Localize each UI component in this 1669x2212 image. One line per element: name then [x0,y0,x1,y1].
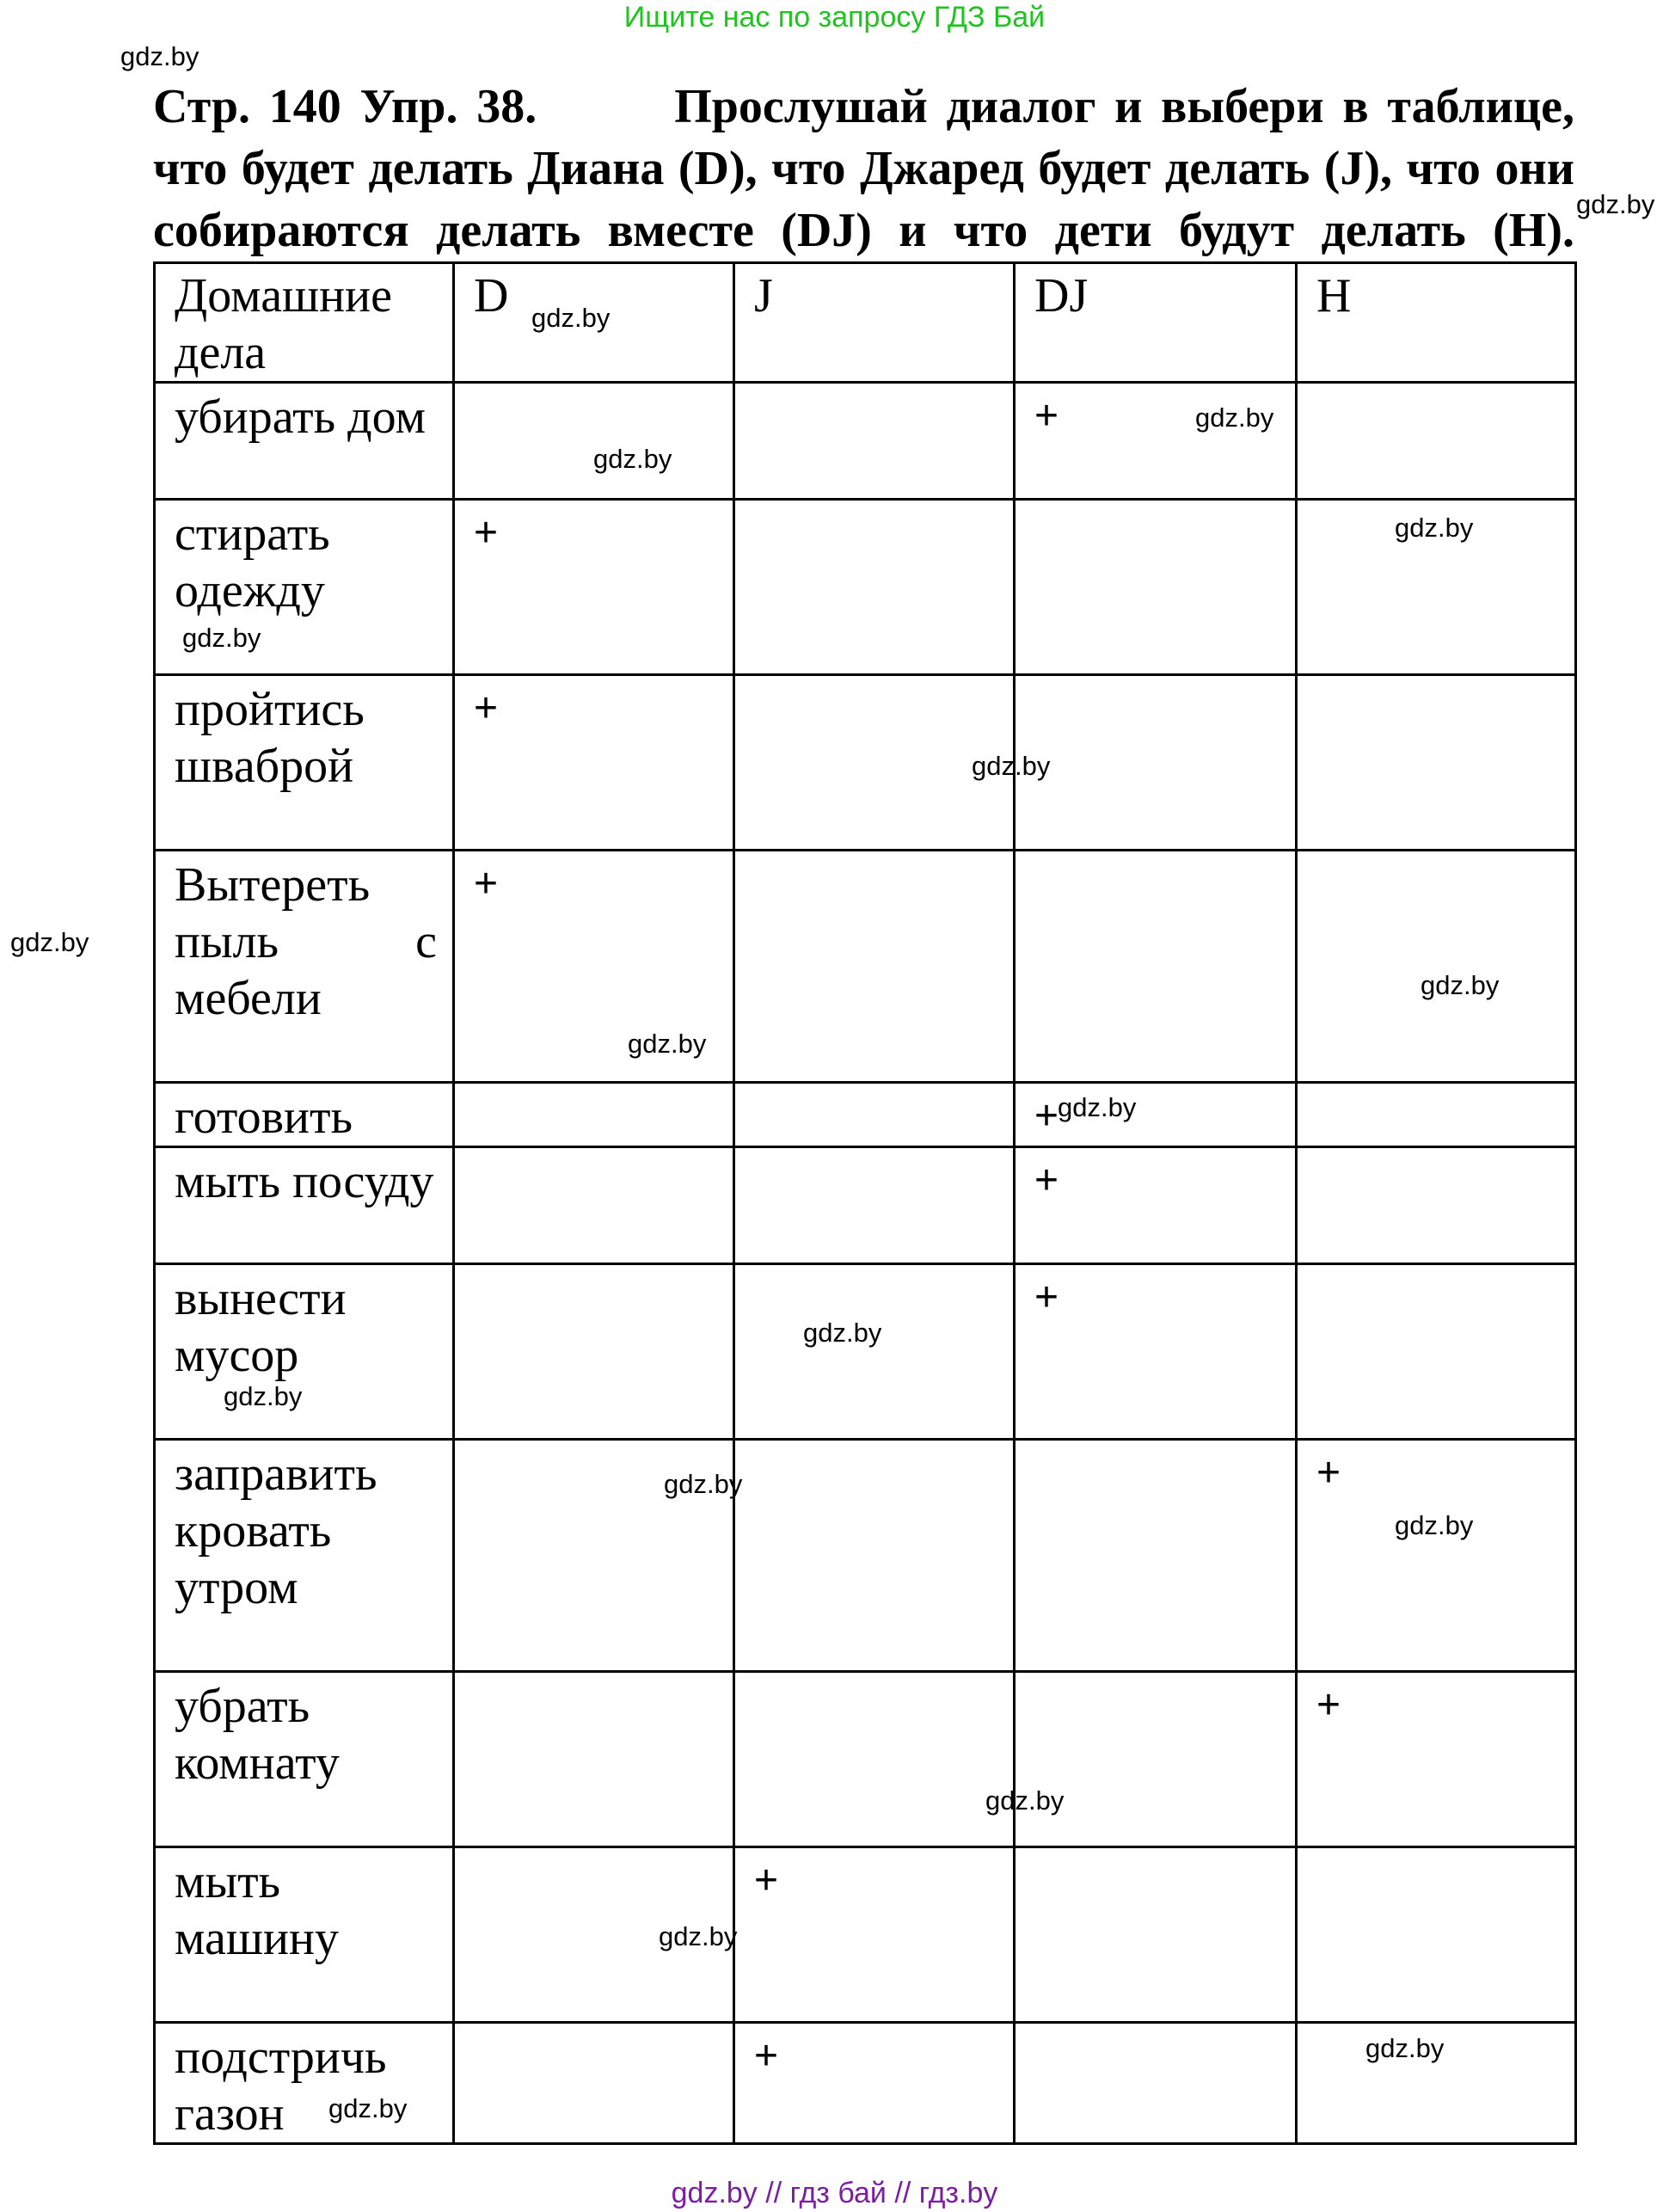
column-header-dj: DJ [1015,263,1297,383]
watermark: gdz.by [1365,2033,1445,2063]
watermark: gdz.by [531,303,611,333]
watermark: gdz.by [664,1469,743,1499]
task-cell: готовить [155,1083,454,1147]
mark-cell-d [454,383,734,500]
mark-cell-j [734,851,1015,1083]
task-cell: вынести мусор [155,1264,454,1440]
watermark: gdz.by [1195,402,1274,433]
watermark: gdz.by [659,1921,738,1951]
column-header-h: H [1297,263,1576,383]
task-text: Вытереть пыль с мебели [175,858,437,1025]
mark-cell-dj [1015,1440,1297,1672]
mark-cell-j [734,1440,1015,1672]
table-row [155,1672,1576,1847]
table-row [155,2023,1576,2144]
task-cell: убирать дом [155,383,454,500]
mark-cell-h [1297,1083,1576,1147]
table-row [155,1147,1576,1264]
mark-cell-dj [1015,1672,1297,1847]
mark-cell-dj: + [1015,1083,1297,1147]
mark-cell-d [454,1264,734,1440]
task-cell: заправить кровать утром [155,1440,454,1672]
mark-cell-h [1297,675,1576,851]
watermark: gdz.by [1420,970,1500,1000]
task-cell: стирать одежду [155,500,454,675]
exercise-instruction: Прослушай диалог и выбери в таблице, что будет делать Диана (D), что Джаред будет делать (J), что они собираются делать вместе (DJ) и что дети будут делать (H). [153,80,1574,257]
task-cell [155,851,454,1083]
table-row [155,1264,1576,1440]
mark-cell-h [1297,1847,1576,2023]
mark-cell-d [454,1083,734,1147]
mark-cell-dj: + [1015,1147,1297,1264]
mark-cell-j [734,383,1015,500]
watermark: gdz.by [985,1785,1065,1816]
mark-cell-dj [1015,2023,1297,2144]
column-header-j: J [734,263,1015,383]
table-row [155,500,1576,675]
mark-cell-h [1297,383,1576,500]
page-exercise-ref: Стр. 140 Упр. 38. [153,80,537,133]
table-row [155,1847,1576,2023]
exercise-heading [153,76,1574,261]
watermark: gdz.by [224,1381,303,1411]
table-header-row [155,263,1576,383]
mark-cell-j [734,1264,1015,1440]
watermark: gdz.by [803,1318,882,1348]
mark-cell-dj: + [1015,383,1297,500]
table-row [155,851,1576,1083]
watermark: gdz.by [1395,513,1474,543]
column-header-chores: Домашние дела [155,263,454,383]
chores-table-body [155,383,1576,2144]
mark-cell-dj [1015,675,1297,851]
top-banner[interactable]: Ищите нас по запросу ГДЗ Бай [623,1,1046,34]
watermark: gdz.by [1395,1510,1474,1540]
mark-cell-h: + [1297,1440,1576,1672]
table-row [155,1083,1576,1147]
mark-cell-j [734,1083,1015,1147]
mark-cell-h [1297,1264,1576,1440]
watermark: gdz.by [593,444,672,474]
watermark: gdz.by [328,2093,408,2123]
mark-cell-d: + [454,675,734,851]
mark-cell-dj [1015,500,1297,675]
mark-cell-j: + [734,2023,1015,2144]
mark-cell-j [734,1147,1015,1264]
table-row [155,383,1576,500]
task-cell: убрать комнату [155,1672,454,1847]
chores-table [153,261,1577,2145]
column-header-d: D [454,263,734,383]
watermark: gdz.by [972,751,1051,781]
mark-cell-j [734,1672,1015,1847]
mark-cell-d [454,1672,734,1847]
mark-cell-dj: + [1015,1264,1297,1440]
mark-cell-j: + [734,1847,1015,2023]
mark-cell-d: + [454,500,734,675]
bottom-banner[interactable]: gdz.by // гдз бай // гдз.by [671,2177,998,2209]
mark-cell-d: + [454,851,734,1083]
task-cell: мыть посуду [155,1147,454,1264]
watermark: gdz.by [1576,189,1655,219]
watermark: gdz.by [182,623,261,653]
mark-cell-dj [1015,1847,1297,2023]
task-cell: мыть машину [155,1847,454,2023]
mark-cell-d [454,2023,734,2144]
mark-cell-h [1297,851,1576,1083]
watermark: gdz.by [1058,1092,1137,1122]
table-row [155,1440,1576,1672]
mark-cell-h: + [1297,1672,1576,1847]
mark-cell-d [454,1147,734,1264]
table-row [155,675,1576,851]
watermark: gdz.by [10,927,89,957]
task-cell: пройтись шваброй [155,675,454,851]
mark-cell-dj [1015,851,1297,1083]
watermark: gdz.by [628,1029,707,1059]
mark-cell-h [1297,1147,1576,1264]
watermark: gdz.by [120,41,199,71]
mark-cell-j [734,500,1015,675]
task-cell: подстричь газон [155,2023,454,2144]
